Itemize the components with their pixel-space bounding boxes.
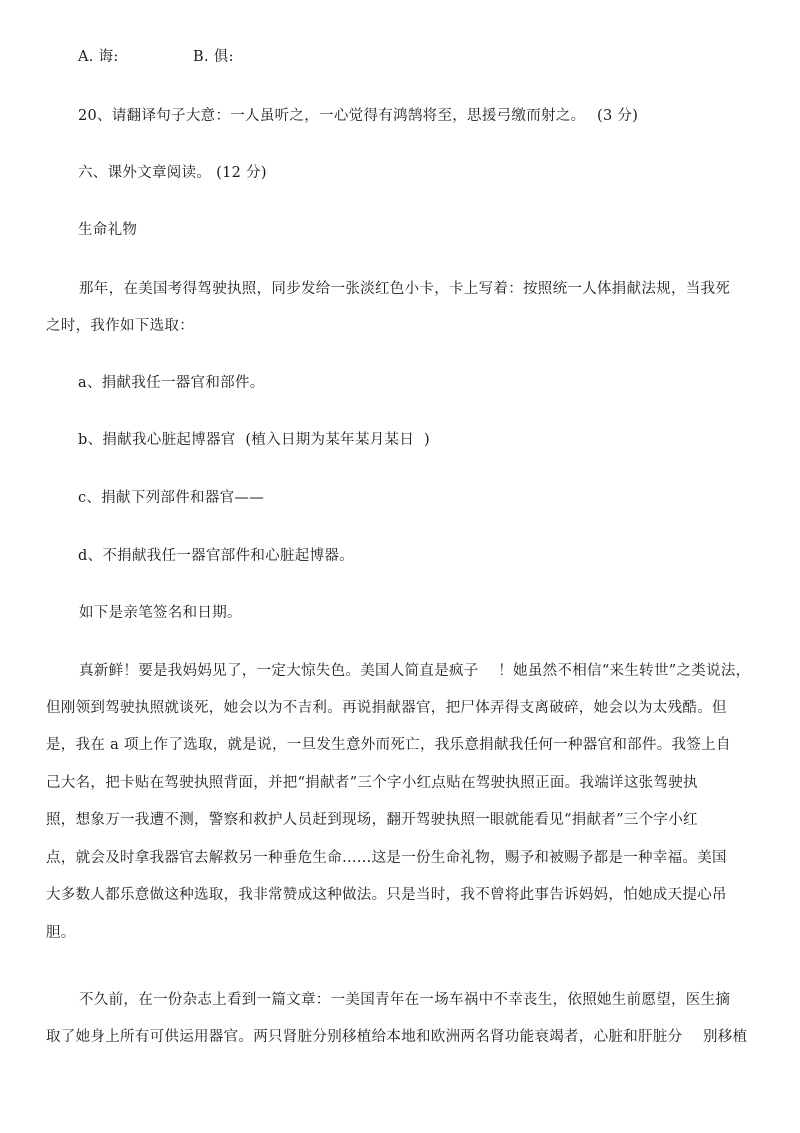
paragraph2-line: 点，就会及时拿我器官去解救另一种垂危生命……这是一份生命礼物，赐予和被赐予都是一种幸福。美国 — [46, 850, 727, 866]
paragraph3-line: 取了她身上所有可供运用器官。两只肾脏分别移植给本地和欧洲两名肾功能衰竭者，心脏和肝脏分 — [46, 1029, 683, 1045]
q20-score: (3 分) — [597, 108, 639, 124]
paragraph2-line: 但刚领到驾驶执照就谈死，她会以为不吉利。再说捐献器官，把尸体弄得支离破碎，她会以为太残酷。但 — [46, 700, 727, 716]
q19-option-a: A. 诲: — [78, 49, 119, 65]
donation-option-c: c、捐献下列部件和器官—— — [78, 490, 265, 506]
paragraph2-line: 真新鲜！要是我妈妈见了，一定大惊失色。美国人简直是疯子 ！她虽然不相信“来生转世”之类说法， — [79, 663, 751, 679]
section6-heading: 六、课外文章阅读。 (12 分) — [78, 165, 267, 181]
paragraph1-line: 之时，我作如下选取： — [46, 318, 194, 334]
donation-option-b: b、捐献我心脏起博器官 (植入日期为某年某月某日 ) — [78, 432, 430, 448]
paragraph3-line: 不久前，在一份杂志上看到一篇文章：一美国青年在一场车祸中不幸丧生，依照她生前愿望，医生摘 — [79, 992, 731, 1008]
paragraph2-line: 是，我在 a 项上作了选取，就是说，一旦发生意外而死亡，我乐意捐献我任何一种器官和部件。我签上自 — [46, 737, 731, 753]
paragraph2-line: 照，想象万一我遭不测，警察和救护人员赶到现场，翻开驾驶执照一眼就能看见“捐献者”三个字小红 — [46, 812, 698, 828]
paragraph2-line: 大多数人都乐意做这种选取，我非常赞成这种做法。只是当时，我不曾将此事告诉妈妈，怕她成天提心吊 — [46, 887, 727, 903]
q19-option-b: B. 俱: — [193, 49, 234, 65]
donation-option-d: d、不捐献我任一器官部件和心脏起博器。 — [78, 548, 354, 564]
paragraph3-line-tail: 别移植 — [703, 1029, 748, 1045]
q20-question: 20、请翻译句子大意：一人虽听之，一心觉得有鸿鹄将至，思援弓缴而射之。 — [78, 108, 586, 124]
paragraph2-line: 己大名，把卡贴在驾驶执照背面，并把“捐献者”三个字小红点贴在驾驶执照正面。我端详这张驾驶执 — [46, 775, 698, 791]
paragraph1-line: 那年，在美国考得驾驶执照，同步发给一张淡红色小卡，卡上写着：按照统一人体捐献法规，当我死 — [79, 281, 731, 297]
article-title: 生命礼物 — [78, 222, 138, 238]
paragraph2-line: 胆。 — [46, 925, 76, 941]
donation-option-a: a、捐献我任一器官和部件。 — [78, 375, 265, 391]
signature-line: 如下是亲笔签名和日期。 — [79, 605, 242, 621]
